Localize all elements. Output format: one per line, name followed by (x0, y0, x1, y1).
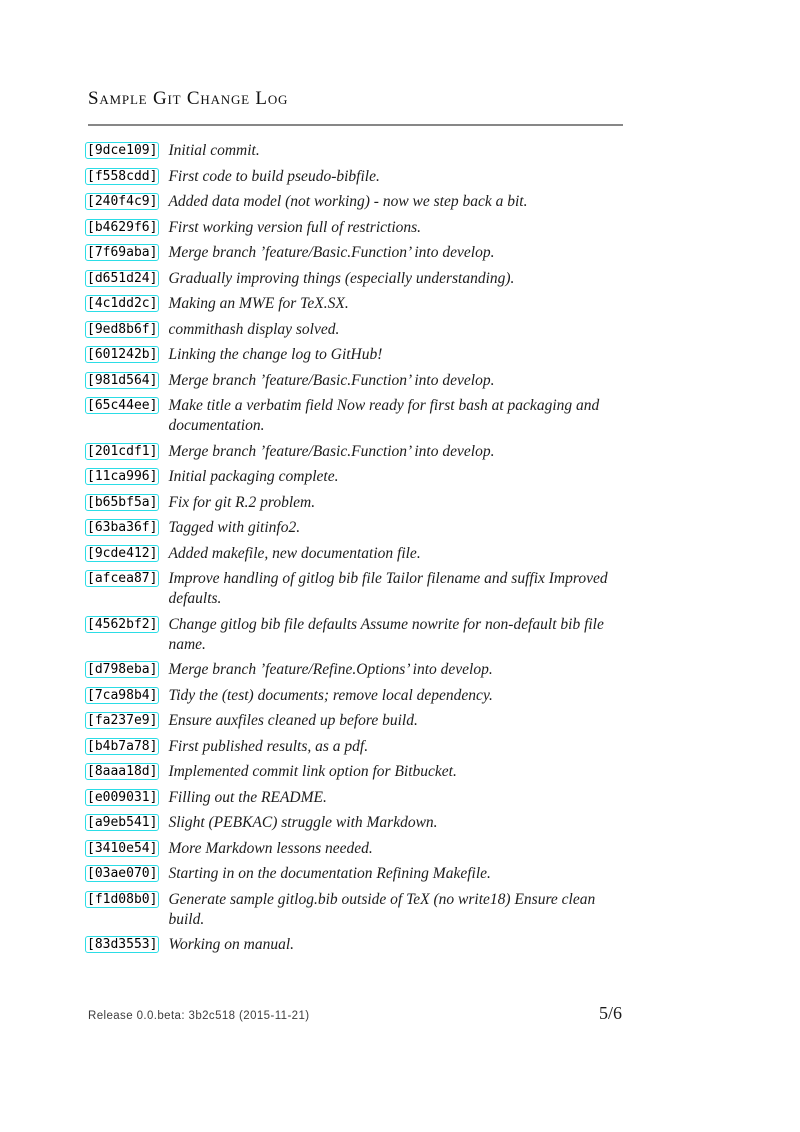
commit-hash-link[interactable]: [4c1dd2c] (87, 296, 158, 311)
log-entry (85, 345, 630, 365)
log-entry (85, 890, 630, 930)
commit-message: Merge branch ’feature/Basic.Function’ into develop. (168, 244, 495, 261)
footer-release-info: Release 0.0.beta: 3b2c518 (2015-11-21) (88, 1010, 310, 1022)
commit-message: Tidy the (test) documents; remove local dependency. (168, 686, 493, 704)
commit-hash-link[interactable]: [9dce109] (87, 143, 158, 158)
log-entry (85, 935, 630, 955)
commit-hash-link[interactable]: [7ca98b4] (87, 687, 158, 703)
commit-hash-link[interactable]: [d798eba] (87, 662, 158, 677)
commit-hash-link[interactable]: [8aaa18d] (87, 764, 158, 779)
commit-hash-link[interactable]: [7f69aba] (87, 245, 158, 260)
commit-message: Initial packaging complete. (168, 468, 339, 485)
commit-hash-link[interactable]: [e009031] (87, 789, 158, 805)
log-entry (85, 762, 630, 782)
log-entry (85, 518, 630, 538)
commit-message: Initial commit. (168, 142, 260, 159)
commit-hash-link[interactable]: [11ca996] (87, 469, 158, 484)
commit-message: Implemented commit link option for Bitbucket. (168, 763, 457, 780)
commit-message: Generate sample gitlog.bib outside of TeX (no write18) Ensure clean build. (168, 890, 596, 928)
commit-message: Merge branch ’feature/Refine.Options’ into develop. (168, 661, 493, 678)
commit-message: Making an MWE for TeX.SX. (168, 295, 349, 312)
log-entry (85, 218, 630, 238)
log-entry (85, 467, 630, 487)
commit-message: First code to build pseudo-bibfile. (168, 167, 380, 185)
commit-message: More Markdown lessons needed. (168, 839, 373, 857)
commit-hash-link[interactable]: [63ba36f] (87, 520, 158, 535)
log-entry (85, 788, 630, 808)
commit-message: Gradually improving things (especially understanding). (168, 269, 515, 287)
commit-hash-link[interactable]: [83d3553] (87, 937, 158, 952)
log-entry (85, 493, 630, 513)
log-entry (85, 320, 630, 340)
commit-message: Merge branch ’feature/Basic.Function’ into develop. (168, 442, 495, 460)
title-rule (88, 124, 623, 126)
commit-message: First working version full of restrictions. (168, 218, 422, 236)
commit-message: Added data model (not working) - now we step back a bit. (168, 193, 528, 210)
commit-message: Ensure auxfiles cleaned up before build. (168, 712, 418, 729)
commit-message: Working on manual. (168, 936, 295, 953)
log-entry (85, 544, 630, 564)
commit-message: Improve handling of gitlog bib file Tailor filename and suffix Improved defaults. (168, 570, 608, 607)
log-entry (85, 615, 630, 655)
commit-hash-link[interactable]: [9ed8b6f] (87, 321, 158, 337)
commit-hash-link[interactable]: [240f4c9] (87, 194, 158, 209)
commit-message: Make title a verbatim field Now ready for first bash at packaging and documentation. (168, 397, 600, 434)
commit-message: Fix for git R.2 problem. (168, 493, 316, 511)
change-log-list (85, 141, 630, 961)
log-entry (85, 192, 630, 212)
log-entry (85, 371, 630, 391)
commit-message: Tagged with gitinfo2. (168, 519, 301, 536)
commit-hash-link[interactable]: [3410e54] (87, 840, 158, 856)
commit-hash-link[interactable]: [d651d24] (87, 270, 158, 286)
page-number: 5/6 (598, 1003, 622, 1023)
log-entry (85, 243, 630, 263)
log-entry (85, 269, 630, 289)
page-title: Sample Git Change Log (88, 88, 289, 109)
commit-hash-link[interactable]: [afcea87] (87, 571, 158, 586)
commit-message: Filling out the README. (168, 788, 327, 806)
commit-message: Starting in on the documentation Refining Makefile. (168, 865, 491, 882)
log-entry (85, 294, 630, 314)
log-entry (85, 442, 630, 462)
commit-message: Slight (PEBKAC) struggle with Markdown. (168, 814, 438, 831)
commit-message: Change gitlog bib file defaults Assume nowrite for non-default bib file name. (168, 615, 604, 653)
commit-message: Merge branch ’feature/Basic.Function’ into develop. (168, 371, 495, 389)
log-entry (85, 737, 630, 757)
commit-hash-link[interactable]: [a9eb541] (87, 815, 158, 830)
log-entry (85, 839, 630, 859)
commit-message: commithash display solved. (168, 320, 340, 338)
commit-hash-link[interactable]: [981d564] (87, 372, 158, 388)
log-entry (85, 711, 630, 731)
log-entry (85, 813, 630, 833)
commit-hash-link[interactable]: [65c44ee] (87, 398, 158, 413)
log-entry (85, 396, 630, 436)
log-entry (85, 864, 630, 884)
commit-hash-link[interactable]: [f558cdd] (87, 168, 158, 184)
commit-hash-link[interactable]: [b4b7a78] (87, 738, 158, 754)
commit-hash-link[interactable]: [03ae070] (87, 866, 158, 881)
commit-message: Linking the change log to GitHub! (168, 346, 383, 363)
commit-message: First published results, as a pdf. (168, 737, 369, 755)
commit-hash-link[interactable]: [b4629f6] (87, 219, 158, 235)
commit-hash-link[interactable]: [f1d08b0] (87, 891, 158, 907)
commit-hash-link[interactable]: [4562bf2] (87, 616, 158, 632)
commit-hash-link[interactable]: [201cdf1] (87, 443, 158, 459)
log-entry (85, 660, 630, 680)
commit-hash-link[interactable]: [fa237e9] (87, 713, 158, 728)
commit-hash-link[interactable]: [9cde412] (87, 545, 158, 561)
log-entry (85, 141, 630, 161)
commit-message: Added makefile, new documentation file. (168, 544, 421, 562)
log-entry (85, 569, 630, 609)
log-entry (85, 686, 630, 706)
log-entry (85, 167, 630, 187)
commit-hash-link[interactable]: [b65bf5a] (87, 494, 158, 510)
commit-hash-link[interactable]: [601242b] (87, 347, 158, 362)
